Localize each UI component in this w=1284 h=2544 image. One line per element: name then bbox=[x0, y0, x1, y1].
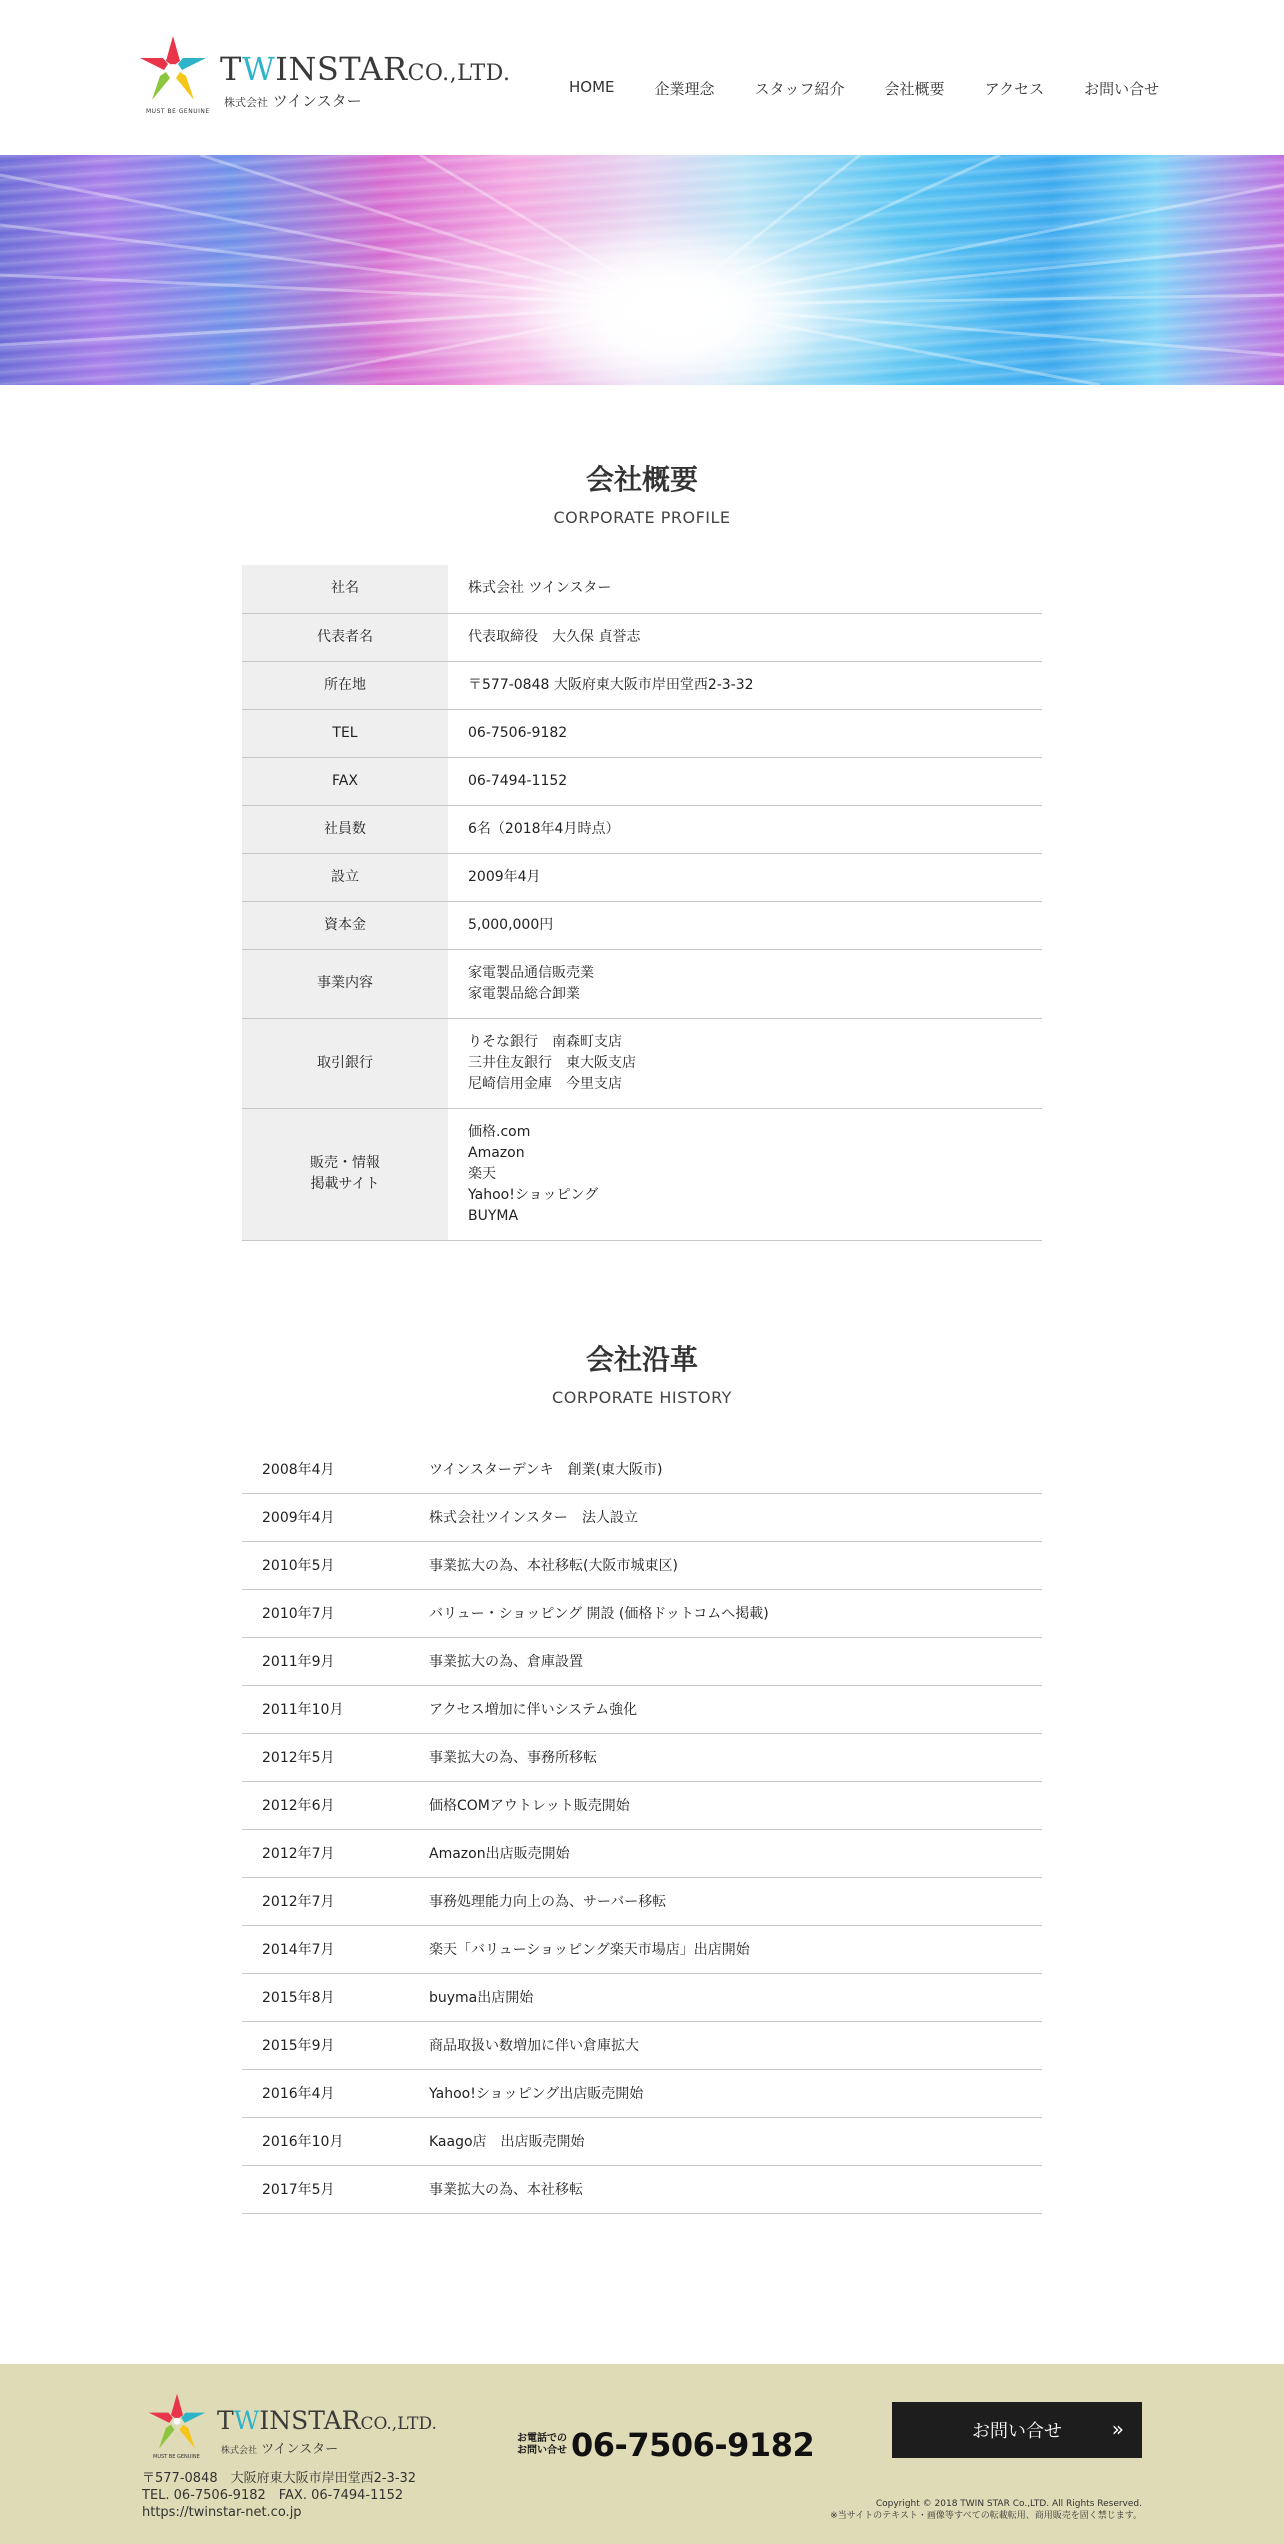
footer-phone-label: お電話での お問い合せ bbox=[517, 2433, 567, 2456]
profile-key: 所在地 bbox=[242, 661, 448, 709]
footer-phone[interactable] bbox=[517, 2426, 814, 2464]
contact-button[interactable] bbox=[892, 2402, 1142, 2458]
history-event: 事務処理能力向上の為、サーバー移転 bbox=[429, 1877, 1042, 1925]
history-event: 価格COMアウトレット販売開始 bbox=[429, 1781, 1042, 1829]
history-row bbox=[242, 1733, 1042, 1781]
history-event: ツインスターデンキ 創業(東大阪市) bbox=[429, 1445, 1042, 1493]
logo-brand: TWINSTARCO.,LTD. bbox=[220, 50, 511, 88]
history-row bbox=[242, 2021, 1042, 2069]
history-event: アクセス増加に伴いシステム強化 bbox=[429, 1685, 1042, 1733]
profile-key: 資本金 bbox=[242, 901, 448, 949]
profile-key: 販売・情報 掲載サイト bbox=[242, 1108, 448, 1240]
profile-value: 価格.com Amazon 楽天 Yahoo!ショッピング BUYMA bbox=[448, 1108, 1042, 1240]
history-row bbox=[242, 2069, 1042, 2117]
star-logo-icon bbox=[147, 2392, 207, 2452]
copy-notice: ※当サイトのテキスト・画像等すべての転載転用、商用販売を固く禁じます。 bbox=[830, 2511, 1142, 2521]
history-date: 2008年4月 bbox=[242, 1445, 429, 1493]
footer-address-block bbox=[142, 2470, 416, 2521]
profile-row bbox=[242, 1108, 1042, 1240]
profile-value: 〒577-0848 大阪府東大阪市岸田堂西2-3-32 bbox=[448, 661, 1042, 709]
history-table bbox=[242, 1445, 1042, 2214]
site-logo[interactable] bbox=[138, 34, 511, 120]
nav-access[interactable]: アクセス bbox=[984, 80, 1045, 98]
profile-value: 代表取締役 大久保 貞誉志 bbox=[448, 613, 1042, 661]
history-event: 事業拡大の為、事務所移転 bbox=[429, 1733, 1042, 1781]
history-heading bbox=[0, 1338, 1284, 1407]
history-date: 2014年7月 bbox=[242, 1925, 429, 1973]
history-date: 2011年9月 bbox=[242, 1637, 429, 1685]
profile-row bbox=[242, 949, 1042, 1018]
profile-row bbox=[242, 805, 1042, 853]
history-event: 株式会社ツインスター 法人設立 bbox=[429, 1493, 1042, 1541]
profile-key: TEL bbox=[242, 709, 448, 757]
profile-row bbox=[242, 853, 1042, 901]
history-event: バリュー・ショッピング 開設 (価格ドットコムへ掲載) bbox=[429, 1589, 1042, 1637]
profile-heading bbox=[0, 458, 1284, 527]
history-event: 事業拡大の為、倉庫設置 bbox=[429, 1637, 1042, 1685]
history-row bbox=[242, 1637, 1042, 1685]
history-row bbox=[242, 1541, 1042, 1589]
site-header bbox=[0, 0, 1284, 155]
site-footer bbox=[0, 2364, 1284, 2544]
history-event: 商品取扱い数増加に伴い倉庫拡大 bbox=[429, 2021, 1042, 2069]
profile-row bbox=[242, 901, 1042, 949]
nav-home[interactable]: HOME bbox=[569, 78, 615, 96]
profile-value: りそな銀行 南森町支店 三井住友銀行 東大阪支店 尼崎信用金庫 今里支店 bbox=[448, 1018, 1042, 1108]
hero-banner bbox=[0, 155, 1284, 385]
profile-row bbox=[242, 709, 1042, 757]
logo-jp-name: 株式会社 ツインスター bbox=[224, 92, 362, 110]
history-date: 2011年10月 bbox=[242, 1685, 429, 1733]
history-date: 2015年9月 bbox=[242, 2021, 429, 2069]
history-date: 2009年4月 bbox=[242, 1493, 429, 1541]
profile-title: 会社概要 bbox=[585, 463, 698, 496]
profile-table bbox=[242, 565, 1042, 1241]
history-date: 2012年7月 bbox=[242, 1829, 429, 1877]
footer-address: 〒577-0848 大阪府東大阪市岸田堂西2-3-32 bbox=[142, 2471, 417, 2486]
history-subtitle: CORPORATE HISTORY bbox=[552, 1388, 732, 1407]
footer-copyright-block bbox=[830, 2498, 1142, 2522]
star-logo-icon bbox=[138, 34, 208, 104]
footer-telfax: TEL. 06-7506-9182 FAX. 06-7494-1152 bbox=[142, 2488, 404, 2503]
history-row bbox=[242, 1829, 1042, 1877]
history-date: 2010年7月 bbox=[242, 1589, 429, 1637]
history-date: 2017年5月 bbox=[242, 2165, 429, 2213]
history-row bbox=[242, 2117, 1042, 2165]
history-row bbox=[242, 1445, 1042, 1493]
history-date: 2010年5月 bbox=[242, 1541, 429, 1589]
history-row bbox=[242, 1925, 1042, 1973]
history-title: 会社沿革 bbox=[585, 1343, 698, 1376]
profile-value: 2009年4月 bbox=[448, 853, 1042, 901]
profile-row bbox=[242, 565, 1042, 613]
history-row bbox=[242, 2165, 1042, 2213]
profile-value: 家電製品通信販売業 家電製品総合卸業 bbox=[448, 949, 1042, 1018]
profile-value: 5,000,000円 bbox=[448, 901, 1042, 949]
history-row bbox=[242, 1493, 1042, 1541]
profile-value: 06-7494-1152 bbox=[448, 757, 1042, 805]
history-row bbox=[242, 1685, 1042, 1733]
profile-key: 設立 bbox=[242, 853, 448, 901]
logo-jp-name: 株式会社 ツインスター bbox=[221, 2442, 339, 2457]
history-date: 2015年8月 bbox=[242, 1973, 429, 2021]
history-event: 事業拡大の為、本社移転(大阪市城東区) bbox=[429, 1541, 1042, 1589]
history-event: 楽天「バリューショッピング楽天市場店」出店開始 bbox=[429, 1925, 1042, 1973]
history-row bbox=[242, 1877, 1042, 1925]
profile-key: 社員数 bbox=[242, 805, 448, 853]
history-row bbox=[242, 1589, 1042, 1637]
profile-value: 06-7506-9182 bbox=[448, 709, 1042, 757]
history-row bbox=[242, 1781, 1042, 1829]
logo-tagline: MUST BE GENUINE bbox=[153, 2454, 200, 2460]
logo-brand: TWINSTARCO.,LTD. bbox=[217, 2406, 437, 2435]
footer-url[interactable]: https://twinstar-net.co.jp bbox=[142, 2505, 302, 2520]
history-date: 2016年10月 bbox=[242, 2117, 429, 2165]
history-event: Amazon出店販売開始 bbox=[429, 1829, 1042, 1877]
history-event: Kaago店 出店販売開始 bbox=[429, 2117, 1042, 2165]
copyright: Copyright © 2018 TWIN STAR Co.,LTD. All Rights Reserved. bbox=[875, 2499, 1142, 2509]
history-row bbox=[242, 1973, 1042, 2021]
history-event: Yahoo!ショッピング出店販売開始 bbox=[429, 2069, 1042, 2117]
profile-key: 社名 bbox=[242, 565, 448, 613]
nav-philosophy[interactable]: 企業理念 bbox=[654, 80, 715, 98]
nav-contact[interactable]: お問い合せ bbox=[1084, 80, 1160, 98]
profile-row bbox=[242, 661, 1042, 709]
logo-tagline: MUST BE GENUINE bbox=[146, 108, 210, 115]
profile-value: 株式会社 ツインスター bbox=[448, 565, 1042, 613]
profile-key: FAX bbox=[242, 757, 448, 805]
nav-staff[interactable]: スタッフ紹介 bbox=[754, 80, 845, 98]
footer-logo[interactable] bbox=[147, 2392, 447, 2462]
main-nav bbox=[569, 78, 1159, 99]
profile-row bbox=[242, 613, 1042, 661]
history-date: 2012年7月 bbox=[242, 1877, 429, 1925]
nav-company[interactable]: 会社概要 bbox=[884, 80, 945, 98]
history-date: 2012年6月 bbox=[242, 1781, 429, 1829]
double-chevron-right-icon: » bbox=[1111, 2417, 1124, 2441]
profile-key: 代表者名 bbox=[242, 613, 448, 661]
hero-light-rays bbox=[0, 155, 1284, 385]
history-date: 2012年5月 bbox=[242, 1733, 429, 1781]
history-event: 事業拡大の為、本社移転 bbox=[429, 2165, 1042, 2213]
history-event: buyma出店開始 bbox=[429, 1973, 1042, 2021]
contact-button-label: お問い合せ bbox=[972, 2421, 1062, 2442]
profile-key: 取引銀行 bbox=[242, 1018, 448, 1108]
profile-row bbox=[242, 1018, 1042, 1108]
profile-row bbox=[242, 757, 1042, 805]
profile-subtitle: CORPORATE PROFILE bbox=[553, 508, 731, 527]
footer-phone-number: 06-7506-9182 bbox=[571, 2426, 815, 2464]
profile-value: 6名（2018年4月時点） bbox=[448, 805, 1042, 853]
history-date: 2016年4月 bbox=[242, 2069, 429, 2117]
profile-key: 事業内容 bbox=[242, 949, 448, 1018]
